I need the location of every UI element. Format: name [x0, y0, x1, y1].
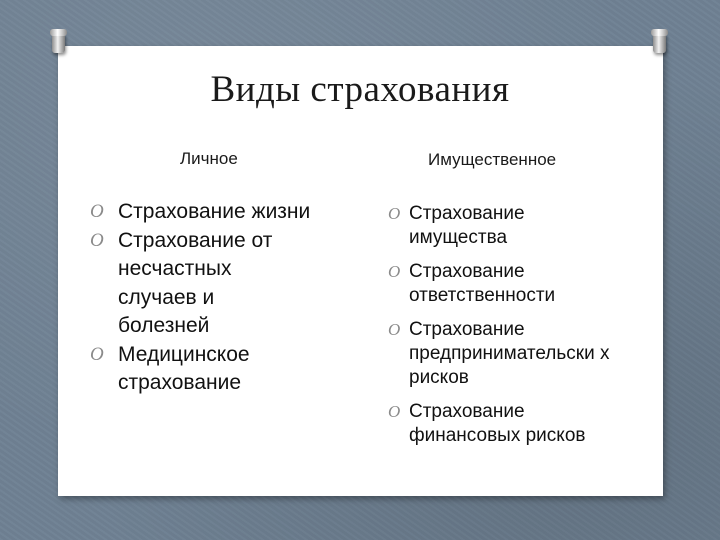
bullet-icon: O — [388, 262, 401, 281]
bullet-icon: O — [388, 402, 401, 421]
bullet-icon: O — [90, 343, 104, 365]
list-item — [388, 260, 599, 308]
list-item-text: Страхование финансовых рисков — [409, 401, 586, 446]
slide-title: Виды страхования — [210, 69, 510, 110]
list-item — [90, 341, 303, 398]
list-item-text: Страхование ответственности — [409, 261, 556, 306]
bullet-icon: O — [388, 204, 401, 223]
right-column-list — [388, 202, 638, 458]
left-column-heading: Личное — [180, 149, 238, 168]
list-item-text: Страхование от несчастных случаев и болезней — [118, 228, 273, 337]
list-item-text: Медицинское страхование — [118, 342, 250, 394]
list-item-text: Страхование предпринимательски х рисков — [409, 319, 610, 388]
list-item-text: Страхование жизни — [118, 200, 311, 223]
bullet-icon: O — [388, 320, 401, 339]
list-item — [388, 318, 637, 390]
list-item-text: Страхование имущества — [409, 203, 525, 248]
left-column-list — [90, 198, 360, 398]
list-item — [388, 202, 559, 250]
list-item — [90, 198, 368, 227]
pin-icon — [52, 33, 65, 53]
pin-icon — [653, 33, 666, 53]
bullet-icon: O — [90, 229, 104, 251]
right-column-heading: Имущественное — [428, 150, 557, 169]
bullet-icon: O — [90, 201, 104, 222]
list-item — [90, 227, 303, 341]
list-item — [388, 400, 637, 448]
